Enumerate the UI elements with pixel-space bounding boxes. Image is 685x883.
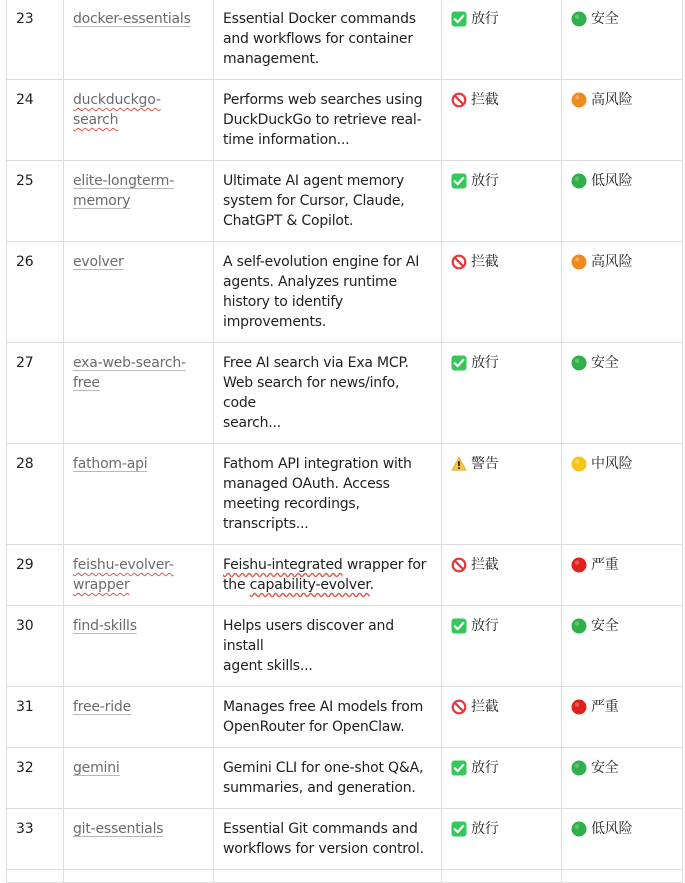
risk-label: 安全 — [591, 355, 619, 371]
decision-badge — [451, 819, 499, 839]
skill-description — [223, 92, 422, 148]
decision-badge — [451, 252, 499, 272]
decision-label: 拦截 — [471, 699, 499, 715]
skill-name-link[interactable] — [73, 760, 120, 776]
description-line: managed OAuth. Access — [223, 476, 390, 492]
description-line: agent skills... — [223, 658, 313, 674]
misspelled-word: Feishu-integrated — [223, 557, 343, 573]
skill-name-cell — [64, 343, 214, 444]
risk-badge — [571, 697, 619, 717]
check-mark-icon — [451, 618, 467, 634]
risk-badge — [571, 9, 619, 29]
green-circle-icon — [571, 618, 587, 634]
decision-label: 拦截 — [471, 254, 499, 270]
warning-icon — [451, 456, 467, 472]
decision-badge — [451, 9, 499, 29]
risk-cell — [562, 606, 683, 687]
skill-name-text: docker-essentials — [73, 11, 191, 27]
decision-cell — [442, 606, 562, 687]
description-line: the capability-evolver. — [223, 577, 374, 593]
description-cell — [214, 748, 442, 809]
green-circle-icon — [571, 760, 587, 776]
risk-label: 严重 — [591, 557, 619, 573]
green-circle-icon — [571, 11, 587, 27]
table-row — [7, 809, 683, 870]
description-line: summaries, and generation. — [223, 780, 416, 796]
table-row — [7, 606, 683, 687]
table-row — [7, 444, 683, 545]
table-row — [7, 687, 683, 748]
row-number-cell — [7, 444, 64, 545]
empty-cell — [442, 870, 562, 883]
decision-label: 放行 — [471, 11, 499, 27]
risk-cell — [562, 0, 683, 80]
decision-cell — [442, 809, 562, 870]
row-number-cell — [7, 0, 64, 80]
decision-label: 放行 — [471, 173, 499, 189]
skill-name-text: wrapper — [73, 577, 130, 593]
description-line: history to identify — [223, 294, 343, 310]
skill-name-text: exa-web-search- — [73, 355, 186, 371]
risk-badge — [571, 353, 619, 373]
description-cell — [214, 606, 442, 687]
table-row-partial — [7, 870, 683, 883]
decision-badge — [451, 555, 499, 575]
decision-cell — [442, 80, 562, 161]
skill-name-cell — [64, 242, 214, 343]
table-row — [7, 242, 683, 343]
skill-name-text: elite-longterm- — [73, 173, 175, 189]
description-line: transcripts... — [223, 516, 309, 532]
decision-cell — [442, 444, 562, 545]
risk-badge — [571, 90, 632, 110]
risk-label: 高风险 — [591, 254, 633, 270]
risk-label: 安全 — [591, 760, 619, 776]
risk-label: 低风险 — [591, 173, 633, 189]
row-number-cell — [7, 606, 64, 687]
risk-cell — [562, 444, 683, 545]
description-line: Helps users discover and install — [223, 618, 394, 654]
empty-cell — [214, 870, 442, 883]
skill-name-link[interactable] — [73, 821, 163, 837]
row-number: 32 — [16, 760, 34, 776]
risk-label: 中风险 — [591, 456, 633, 472]
decision-cell — [442, 242, 562, 343]
skill-name-link[interactable] — [73, 173, 174, 209]
red-circle-icon — [571, 699, 587, 715]
risk-cell — [562, 687, 683, 748]
description-cell — [214, 343, 442, 444]
skill-name-text: find-skills — [73, 618, 137, 634]
description-line: meeting recordings, — [223, 496, 360, 512]
check-mark-icon — [451, 821, 467, 837]
row-number-cell — [7, 343, 64, 444]
skill-description — [223, 821, 424, 857]
risk-badge — [571, 555, 619, 575]
skill-name-link[interactable] — [73, 557, 174, 593]
skill-name-cell — [64, 809, 214, 870]
skill-name-cell — [64, 0, 214, 80]
description-line: management. — [223, 51, 320, 67]
risk-cell — [562, 80, 683, 161]
decision-label: 放行 — [471, 821, 499, 837]
skill-name-text: memory — [73, 193, 131, 209]
decision-label: 放行 — [471, 355, 499, 371]
skill-name-cell — [64, 606, 214, 687]
decision-badge — [451, 90, 499, 110]
decision-badge — [451, 758, 499, 778]
risk-label: 安全 — [591, 11, 619, 27]
row-number: 25 — [16, 173, 34, 189]
decision-cell — [442, 545, 562, 606]
skill-name-text: evolver — [73, 254, 124, 270]
description-line: Feishu-integrated wrapper for — [223, 557, 427, 573]
skill-description — [223, 355, 409, 431]
description-cell — [214, 242, 442, 343]
skills-table-body — [7, 0, 683, 883]
decision-cell — [442, 0, 562, 80]
skill-description — [223, 699, 423, 735]
description-line: OpenRouter for OpenClaw. — [223, 719, 405, 735]
row-number: 33 — [16, 821, 34, 837]
red-circle-icon — [571, 557, 587, 573]
description-cell — [214, 687, 442, 748]
row-number: 24 — [16, 92, 34, 108]
skill-name-link[interactable] — [73, 456, 147, 472]
description-line: time information... — [223, 132, 350, 148]
description-line: Ultimate AI agent memory — [223, 173, 405, 189]
check-mark-icon — [451, 760, 467, 776]
table-row — [7, 161, 683, 242]
description-line: Essential Docker commands — [223, 11, 416, 27]
yellow-circle-icon — [571, 456, 587, 472]
row-number-cell — [7, 242, 64, 343]
orange-circle-icon — [571, 254, 587, 270]
risk-cell — [562, 545, 683, 606]
row-number-cell — [7, 161, 64, 242]
empty-cell — [7, 870, 64, 883]
description-line: improvements. — [223, 314, 327, 330]
risk-badge — [571, 454, 632, 474]
skill-name-link[interactable] — [73, 618, 137, 634]
skill-description — [223, 173, 405, 229]
check-mark-icon — [451, 11, 467, 27]
description-line: Web search for news/info, code — [223, 375, 400, 411]
skill-name-text: git-essentials — [73, 821, 164, 837]
check-mark-icon — [451, 355, 467, 371]
risk-badge — [571, 819, 632, 839]
decision-badge — [451, 454, 499, 474]
decision-label: 放行 — [471, 760, 499, 776]
row-number: 30 — [16, 618, 34, 634]
decision-label: 拦截 — [471, 92, 499, 108]
green-circle-icon — [571, 173, 587, 189]
skill-name-cell — [64, 687, 214, 748]
row-number-cell — [7, 545, 64, 606]
risk-label: 高风险 — [591, 92, 633, 108]
decision-label: 拦截 — [471, 557, 499, 573]
row-number: 27 — [16, 355, 34, 371]
green-circle-icon — [571, 355, 587, 371]
prohibited-icon — [451, 557, 467, 573]
description-cell — [214, 444, 442, 545]
skill-description — [223, 618, 394, 674]
skill-name-cell — [64, 80, 214, 161]
skill-name-text: feishu-evolver- — [73, 557, 174, 573]
description-cell — [214, 545, 442, 606]
description-cell — [214, 161, 442, 242]
risk-label: 低风险 — [591, 821, 633, 837]
row-number: 26 — [16, 254, 34, 270]
skill-description — [223, 557, 426, 593]
decision-badge — [451, 171, 499, 191]
risk-cell — [562, 748, 683, 809]
row-number: 23 — [16, 11, 34, 27]
skill-name-cell — [64, 444, 214, 545]
table-row — [7, 0, 683, 80]
description-line: Gemini CLI for one-shot Q&A, — [223, 760, 424, 776]
prohibited-icon — [451, 254, 467, 270]
decision-label: 警告 — [471, 456, 499, 472]
skill-name-link[interactable] — [73, 11, 191, 27]
skill-name-link[interactable] — [73, 92, 161, 128]
risk-cell — [562, 809, 683, 870]
skill-name-cell — [64, 748, 214, 809]
empty-cell — [562, 870, 683, 883]
orange-circle-icon — [571, 92, 587, 108]
row-number: 28 — [16, 456, 34, 472]
skill-name-text: fathom-api — [73, 456, 148, 472]
decision-cell — [442, 161, 562, 242]
check-mark-icon — [451, 173, 467, 189]
description-line: workflows for version control. — [223, 841, 424, 857]
skill-description — [223, 760, 423, 796]
description-line: A self-evolution engine for AI — [223, 254, 420, 270]
prohibited-icon — [451, 92, 467, 108]
skill-name-link[interactable] — [73, 254, 124, 270]
row-number-cell — [7, 80, 64, 161]
description-line: search... — [223, 415, 282, 431]
description-line: Manages free AI models from — [223, 699, 424, 715]
skill-name-cell — [64, 161, 214, 242]
risk-label: 严重 — [591, 699, 619, 715]
skill-name-text: free — [73, 375, 100, 391]
skill-description — [223, 254, 419, 330]
description-cell — [214, 809, 442, 870]
description-line: Fathom API integration with — [223, 456, 412, 472]
risk-badge — [571, 171, 632, 191]
misspelled-word: capability-evolver — [249, 577, 370, 593]
decision-cell — [442, 687, 562, 748]
description-line: and workflows for container — [223, 31, 413, 47]
description-line: DuckDuckGo to retrieve real- — [223, 112, 422, 128]
description-cell — [214, 80, 442, 161]
table-row — [7, 343, 683, 444]
row-number: 29 — [16, 557, 34, 573]
decision-cell — [442, 748, 562, 809]
skill-description — [223, 456, 412, 532]
row-number-cell — [7, 809, 64, 870]
skill-name-link[interactable] — [73, 699, 131, 715]
skill-name-link[interactable] — [73, 355, 186, 391]
risk-badge — [571, 252, 632, 272]
description-line: Essential Git commands and — [223, 821, 418, 837]
decision-badge — [451, 616, 499, 636]
row-number-cell — [7, 687, 64, 748]
risk-badge — [571, 758, 619, 778]
description-cell — [214, 0, 442, 80]
green-circle-icon — [571, 821, 587, 837]
row-number: 31 — [16, 699, 34, 715]
decision-cell — [442, 343, 562, 444]
decision-label: 放行 — [471, 618, 499, 634]
prohibited-icon — [451, 699, 467, 715]
risk-cell — [562, 343, 683, 444]
description-line: agents. Analyzes runtime — [223, 274, 397, 290]
risk-cell — [562, 242, 683, 343]
table-row — [7, 80, 683, 161]
skill-name-cell — [64, 545, 214, 606]
description-line: system for Cursor, Claude, — [223, 193, 405, 209]
skills-table-container — [6, 0, 682, 883]
skill-name-text: duckduckgo-search — [73, 92, 161, 128]
decision-badge — [451, 353, 499, 373]
skill-name-text: gemini — [73, 760, 120, 776]
risk-badge — [571, 616, 619, 636]
risk-cell — [562, 161, 683, 242]
description-line: Performs web searches using — [223, 92, 423, 108]
empty-cell — [64, 870, 214, 883]
row-number-cell — [7, 748, 64, 809]
decision-badge — [451, 697, 499, 717]
description-line: ChatGPT & Copilot. — [223, 213, 354, 229]
skills-table — [6, 0, 683, 883]
skill-description — [223, 11, 416, 67]
risk-label: 安全 — [591, 618, 619, 634]
skill-name-text: free-ride — [73, 699, 132, 715]
table-row — [7, 748, 683, 809]
table-row — [7, 545, 683, 606]
description-line: Free AI search via Exa MCP. — [223, 355, 409, 371]
